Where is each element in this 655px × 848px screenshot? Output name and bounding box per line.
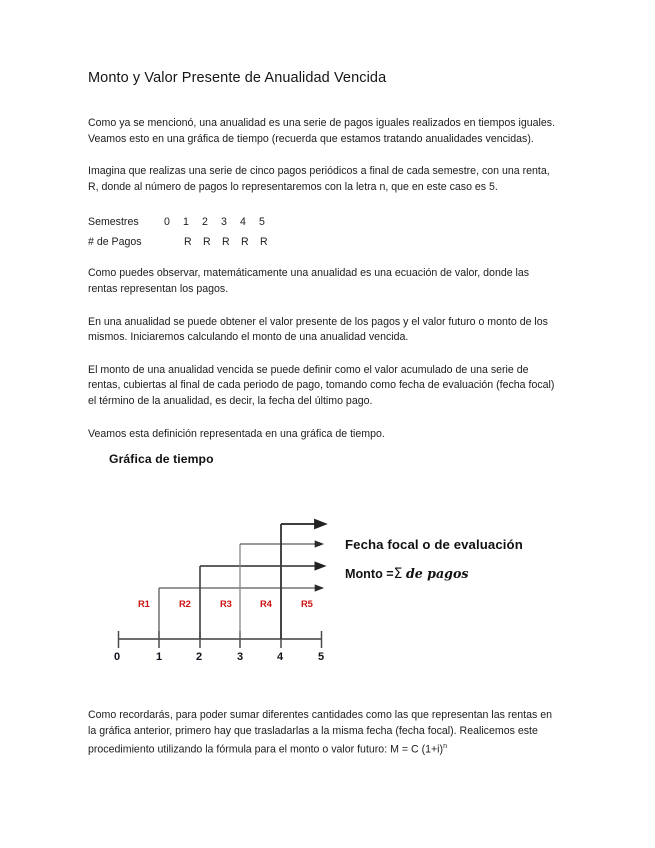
payment-arrow-r4 [281,524,316,639]
axis-tick-2: 2 [196,651,203,663]
schedule-label-semestres: Semestres [88,216,139,229]
final-note-text: Como recordarás, para poder sumar diferentes cantidades como las que representan las rentas en la gráfica anterior, primero hay que trasladarlas a la misma fecha (fecha focal). Realicemos este procedimiento utilizando la fórmula para el monto o valor futuro: M = C (1+i) [88,709,553,756]
paragraph-valor-presente: En una anualidad se puede obtener el valor presente de los pagos y el valor futuro o monto de los mismos. Iniciaremos calculando el monto de una anualidad vencida. [88,315,548,344]
monto-formula [345,566,468,582]
sigma-icon: Σ [393,566,403,582]
paragraph-veamos-definicion: Veamos esta definición representada en una gráfica de tiempo. [88,427,385,440]
focal-date-label: Fecha focal o de evaluación [345,537,523,552]
paragraph-definicion-monto: El monto de una anualidad vencida se puede definir como el valor acumulado de una serie de rentas, cubiertas al final de cada periodo de pago, tomando como fecha de evaluación (fecha focal) el término de la anualidad, es decir, la fecha del último pago. [88,363,555,407]
payment-label-r4: R4 [260,598,272,609]
semestre-4: 4 [240,216,246,229]
pago-1: R [184,236,192,249]
schedule-row-semestres [88,212,560,232]
payment-arrow-r3 [240,544,316,639]
exponent-n: n [443,743,447,751]
paragraph-example-setup: Imagina que realizas una serie de cinco pagos periódicos a final de cada semestre, con una renta, R, donde al número de pagos lo representaremos con la letra n, que en este caso es 5. [88,165,550,193]
figure-caption: Gráfica de tiempo [109,452,214,466]
schedule-label-pagos: # de Pagos [88,236,142,249]
axis-tick-1: 1 [156,651,163,663]
payment-label-r3: R3 [220,598,232,609]
payment-label-r2: R2 [179,598,191,609]
semestre-0: 0 [164,216,170,229]
axis-tick-4: 4 [277,651,284,663]
semestre-5: 5 [259,216,265,229]
time-axis [118,631,322,648]
payment-arrow-r1 [159,588,316,639]
pago-3: R [222,236,230,249]
pago-4: R [241,236,249,249]
paragraph-intro: Como ya se mencionó, una anualidad es una serie de pagos iguales realizados en tiempos iguales. Veamos esto en una gráfica de tiempo (recuerda que estamos tratando anualidades vencidas). [88,117,556,145]
axis-tick-3: 3 [237,651,244,663]
paragraph-final-note [88,708,562,758]
paragraph-ecuacion-valor: Como puedes observar, matemáticamente una anualidad es una ecuación de valor, donde las rentas representan los pagos. [88,267,530,295]
payment-label-r1: R1 [138,598,150,609]
semestre-1: 1 [183,216,189,229]
semestre-3: 3 [221,216,227,229]
monto-suffix: de pagos [405,566,469,581]
monto-prefix: Monto = [345,567,394,581]
pago-2: R [203,236,211,249]
pago-5: R [260,236,268,249]
payment-arrow-r2 [200,566,316,639]
schedule-row-pagos [88,232,560,252]
semestre-2: 2 [202,216,208,229]
document-body [88,70,560,459]
axis-tick-0: 0 [114,651,121,663]
payment-schedule-table [88,212,560,252]
page-title: Monto y Valor Presente de Anualidad Vencida [88,70,387,86]
payment-label-r5: R5 [301,598,313,609]
axis-tick-5: 5 [318,651,325,663]
